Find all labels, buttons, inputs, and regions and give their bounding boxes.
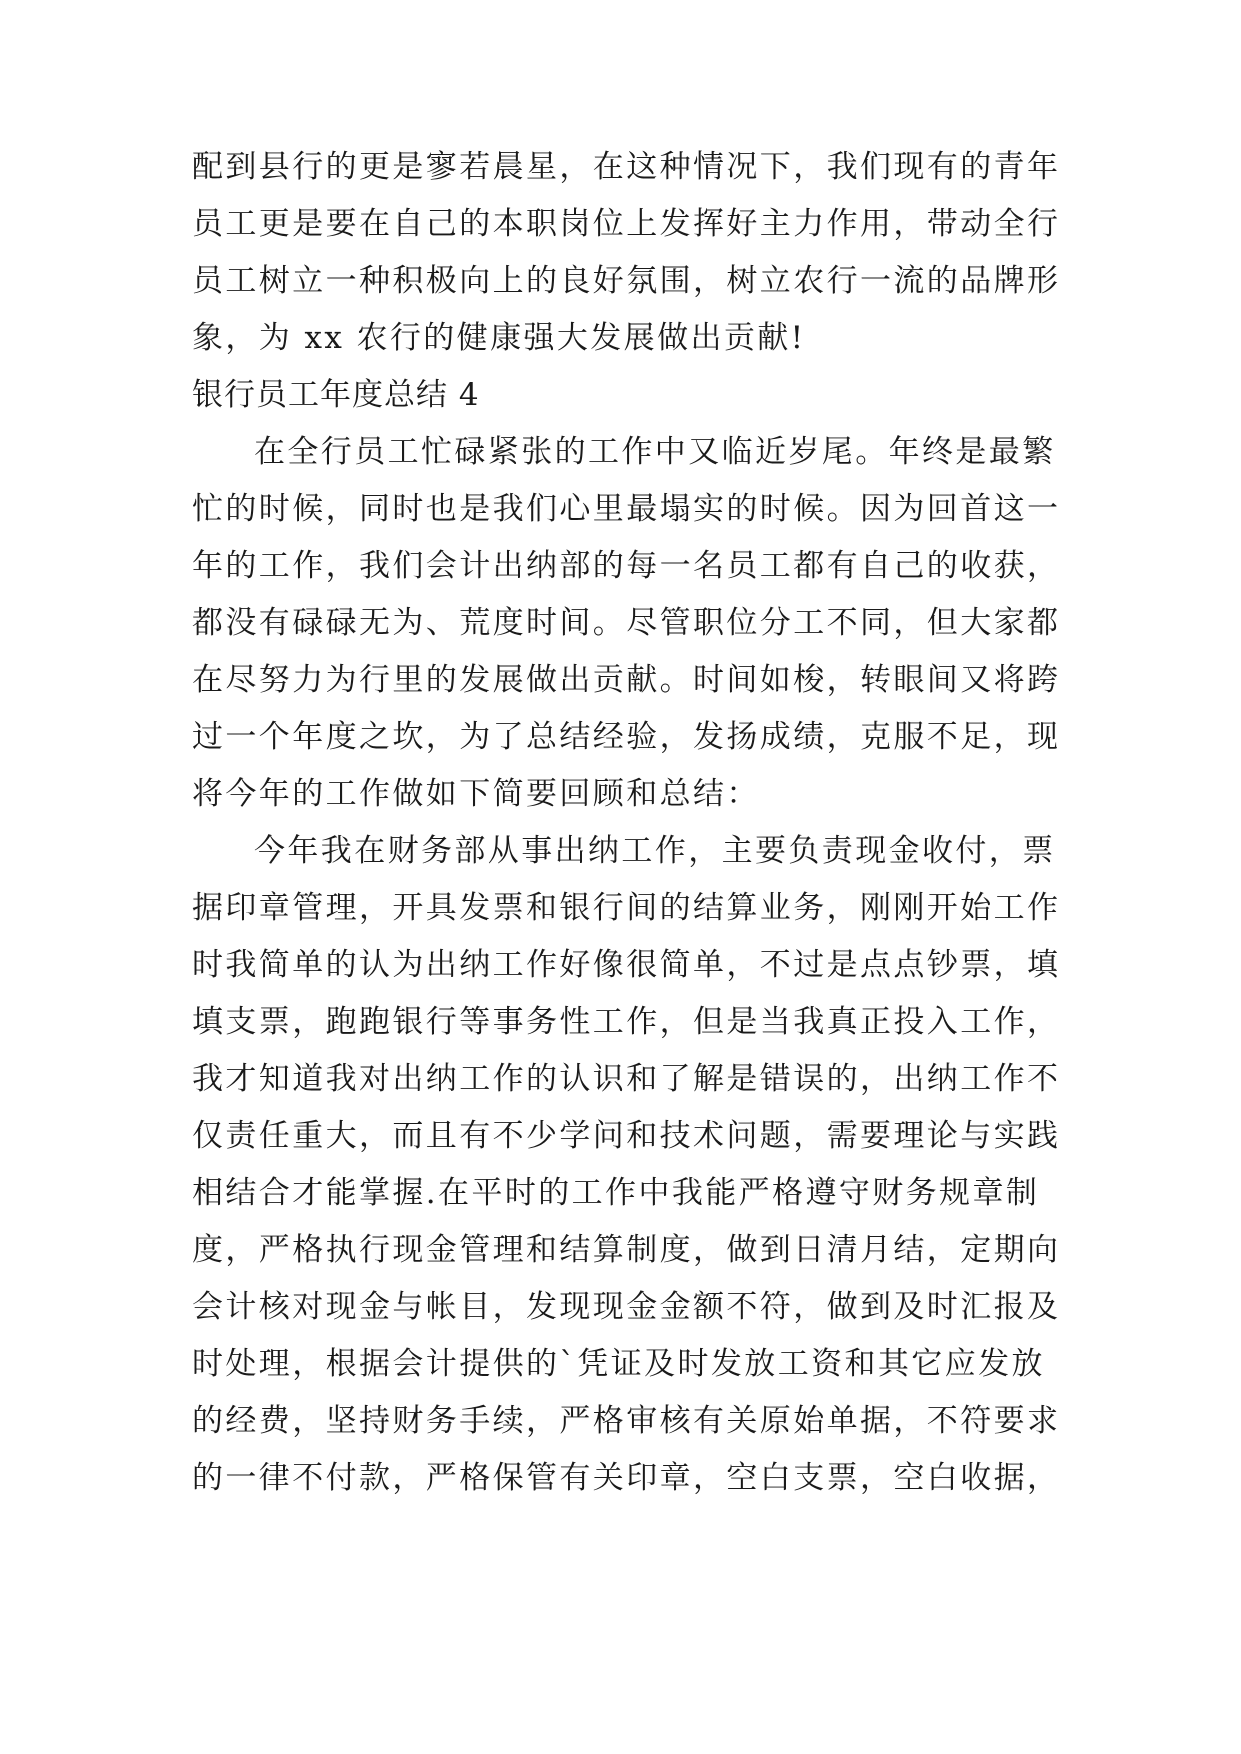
paragraph-line: 员工更是要在自己的本职岗位上发挥好主力作用，带动全行 [192,206,1061,242]
paragraph-line: 将今年的工作做如下简要回顾和总结： [192,776,760,812]
paragraph-line: 的一律不付款，严格保管有关印章，空白支票，空白收据， [192,1460,1061,1496]
paragraph-line: 据印章管理，开具发票和银行间的结算业务，刚刚开始工作 [192,890,1061,926]
paragraph-line: 的经费，坚持财务手续，严格审核有关原始单据，不符要求 [192,1403,1061,1439]
paragraph-line: 配到县行的更是寥若晨星，在这种情况下，我们现有的青年 [192,149,1061,185]
paragraph-line: 年的工作，我们会计出纳部的每一名员工都有自己的收获， [192,548,1061,584]
paragraph-line: 填支票，跑跑银行等事务性工作，但是当我真正投入工作， [192,1004,1061,1040]
paragraph-line: 会计核对现金与帐目，发现现金金额不符，做到及时汇报及 [192,1289,1061,1325]
paragraph-line: 忙的时候，同时也是我们心里最塌实的时候。因为回首这一 [192,491,1061,527]
paragraph-line: 象，为 xx 农行的健康强大发展做出贡献! [192,320,806,356]
paragraph-line: 在尽努力为行里的发展做出贡献。时间如梭，转眼间又将跨 [192,662,1061,698]
section-heading: 银行员工年度总结 4 [192,377,480,413]
paragraph-line: 过一个年度之坎，为了总结经验，发扬成绩，克服不足，现 [192,719,1061,755]
paragraph-line: 时处理，根据会计提供的`凭证及时发放工资和其它应发放 [192,1346,1045,1382]
paragraph-line: 我才知道我对出纳工作的认识和了解是错误的，出纳工作不 [192,1061,1061,1097]
paragraph-line: 员工树立一种积极向上的良好氛围，树立农行一流的品牌形 [192,263,1061,299]
paragraph-line: 都没有碌碌无为、荒度时间。尽管职位分工不同，但大家都 [192,605,1061,641]
paragraph-line: 今年我在财务部从事出纳工作，主要负责现金收付，票 [254,833,1056,869]
paragraph-line: 仅责任重大，而且有不少学问和技术问题，需要理论与实践 [192,1118,1061,1154]
paragraph-line: 度，严格执行现金管理和结算制度，做到日清月结，定期向 [192,1232,1061,1268]
paragraph-line: 在全行员工忙碌紧张的工作中又临近岁尾。年终是最繁 [254,434,1056,470]
paragraph-line: 相结合才能掌握.在平时的工作中我能严格遵守财务规章制 [192,1175,1040,1211]
paragraph-line: 时我简单的认为出纳工作好像很简单，不过是点点钞票，填 [192,947,1061,983]
